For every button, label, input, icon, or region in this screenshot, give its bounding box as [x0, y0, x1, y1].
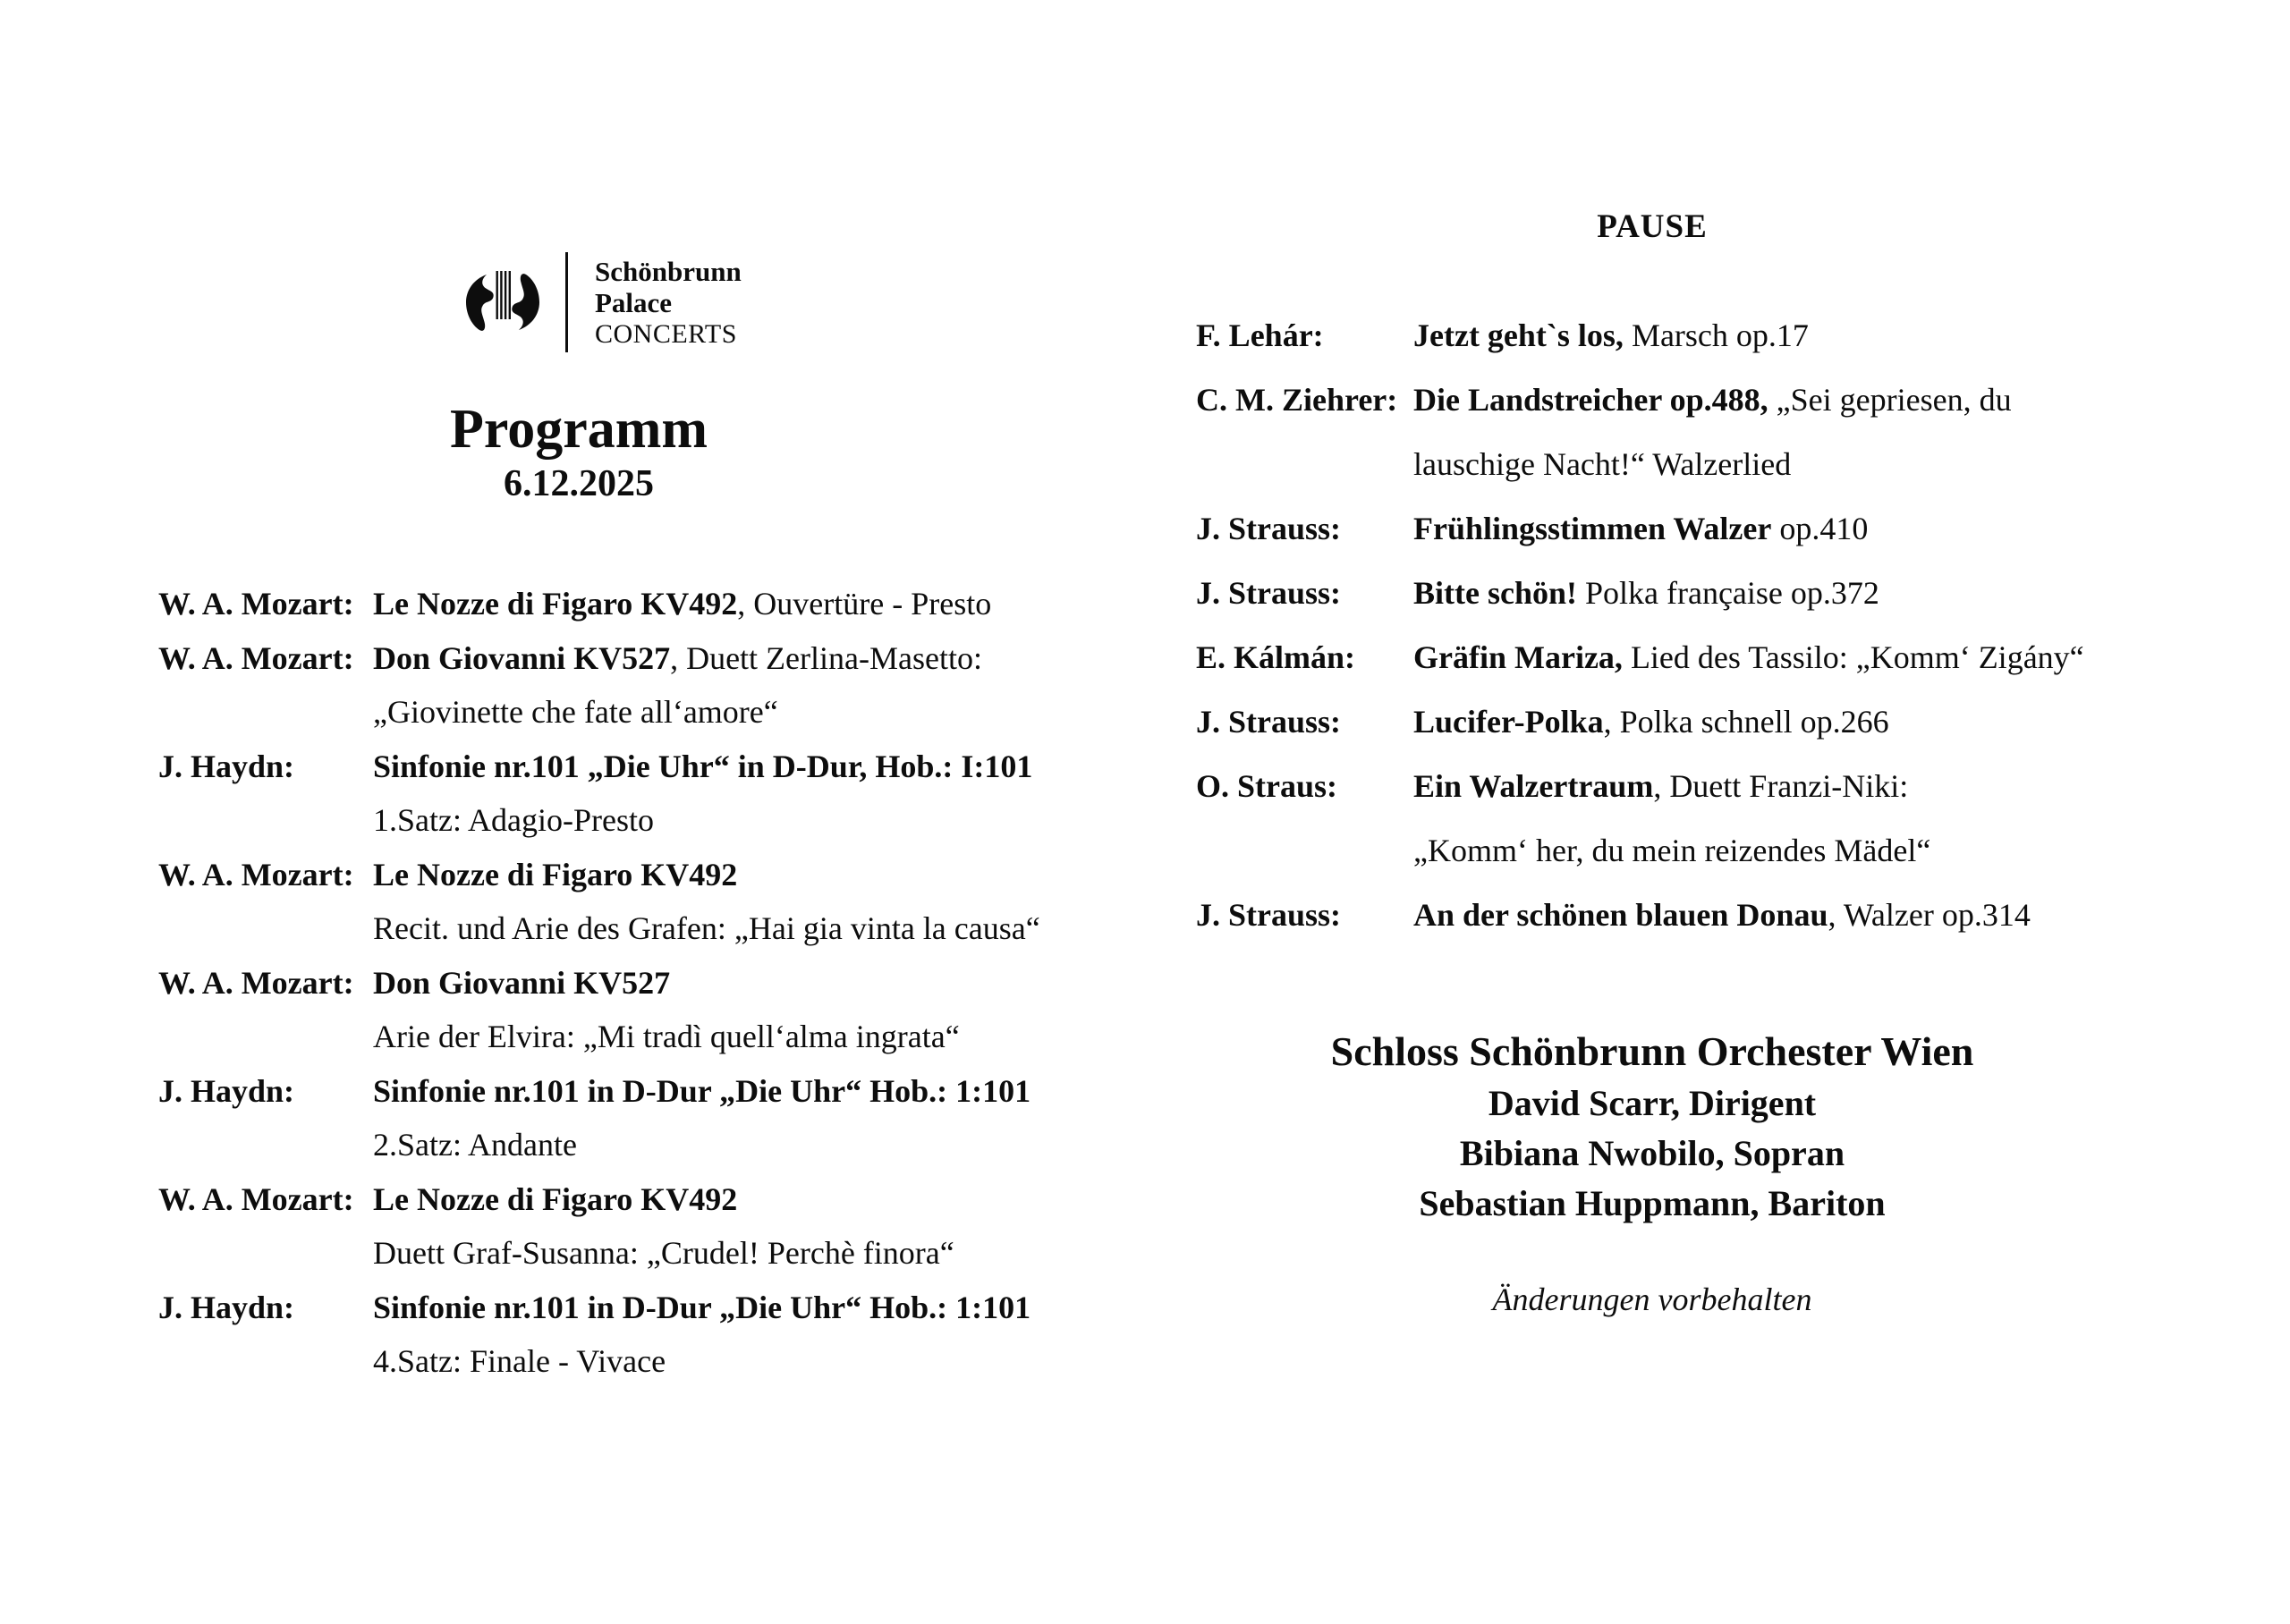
piece-title: Le Nozze di Figaro KV492 — [373, 1180, 738, 1217]
piece-title: Jetzt geht`s los, — [1413, 317, 1624, 353]
piece-entry — [1413, 561, 1879, 625]
piece-title: Le Nozze di Figaro KV492 — [373, 856, 738, 892]
piece-title: Bitte schön! — [1413, 575, 1577, 611]
brand-logo — [463, 252, 742, 352]
piece-entry — [373, 1064, 1030, 1119]
piece-entry — [1413, 754, 1908, 818]
piece-title: Die Landstreicher op.488, — [1413, 382, 1768, 418]
changes-disclaimer: Änderungen vorbehalten — [1492, 1281, 1812, 1317]
piece-detail: „Giovinette che fate all‘amore“ — [373, 694, 778, 730]
program-row — [158, 685, 1040, 740]
logo-divider — [565, 252, 568, 352]
program-row — [158, 1281, 1040, 1335]
composer-label — [1196, 432, 1413, 496]
piece-entry — [373, 793, 654, 848]
composer-label — [158, 1334, 373, 1389]
piece-entry — [373, 1172, 737, 1227]
soprano-credit: Bibiana Nwobilo, Sopran — [1459, 1133, 1845, 1173]
program-row — [158, 793, 1040, 848]
composer-label: W. A. Mozart: — [158, 964, 354, 1001]
brand-line-2: Palace — [595, 286, 673, 318]
composer-label — [1196, 818, 1413, 883]
brand-wordmark — [595, 256, 742, 350]
conductor-credit: David Scarr, Dirigent — [1488, 1083, 1817, 1123]
program-row — [158, 956, 1040, 1011]
composer-label: W. A. Mozart: — [158, 856, 354, 892]
piece-entry — [373, 956, 670, 1011]
piece-title: Don Giovanni KV527 — [373, 639, 671, 676]
piece-detail: , Walzer op.314 — [1828, 897, 2031, 933]
program-row — [1196, 432, 2084, 496]
piece-detail: „Komm‘ her, du mein reizendes Mädel“ — [1413, 833, 1931, 868]
composer-label: J. Haydn: — [158, 748, 295, 784]
program-row — [158, 1118, 1040, 1172]
piece-entry — [1413, 818, 1930, 883]
piece-title: Le Nozze di Figaro KV492 — [373, 586, 738, 622]
piece-detail: op.410 — [1771, 511, 1869, 546]
program-row — [1196, 754, 2084, 818]
program-row — [158, 901, 1040, 956]
piece-detail: Lied des Tassilo: „Komm‘ Zigány“ — [1622, 639, 2084, 675]
piece-title: An der schönen blauen Donau — [1413, 897, 1828, 933]
program-row — [1196, 818, 2084, 883]
piece-entry — [1413, 368, 2012, 432]
program-row — [158, 1010, 1040, 1064]
piece-title: Ein Walzertraum — [1413, 768, 1654, 804]
credits-block — [1205, 1025, 2099, 1229]
program-row — [158, 1226, 1040, 1281]
composer-label: F. Lehár: — [1196, 317, 1324, 353]
piece-title: Gräfin Mariza, — [1413, 639, 1623, 675]
composer-label: W. A. Mozart: — [158, 1180, 354, 1217]
composer-label: C. M. Ziehrer: — [1196, 382, 1398, 418]
composer-label — [158, 793, 373, 848]
program-row — [158, 740, 1040, 794]
concert-date: 6.12.2025 — [504, 463, 654, 504]
composer-label — [158, 685, 373, 740]
piece-detail: , Ouvertüre - Presto — [737, 586, 992, 622]
piece-title: Sinfonie nr.101 in D-Dur „Die Uhr“ Hob.: 1:101 — [373, 1289, 1031, 1325]
composer-label — [158, 901, 373, 956]
program-row — [1196, 883, 2084, 947]
composer-label: J. Haydn: — [158, 1289, 295, 1325]
piece-detail: Arie der Elvira: „Mi tradì quell‘alma ingrata“ — [373, 1019, 960, 1054]
brand-line-1: Schönbrunn — [595, 255, 742, 287]
piece-detail: Marsch op.17 — [1623, 317, 1809, 353]
composer-label: W. A. Mozart: — [158, 639, 354, 676]
program-list-first-half — [158, 577, 1040, 1389]
piece-title: Sinfonie nr.101 „Die Uhr“ in D-Dur, Hob.: I:101 — [373, 748, 1033, 784]
piece-entry — [373, 577, 991, 631]
violin-strings-logo-icon — [463, 270, 542, 334]
program-row — [1196, 561, 2084, 625]
composer-label: W. A. Mozart: — [158, 586, 354, 622]
piece-detail: 4.Satz: Finale - Vivace — [373, 1343, 666, 1379]
piece-entry — [373, 1281, 1030, 1335]
piece-title: Frühlingsstimmen Walzer — [1413, 511, 1772, 546]
piece-entry — [373, 901, 1040, 956]
piece-entry — [373, 1226, 954, 1281]
page-title: Programm — [449, 399, 708, 460]
piece-entry — [373, 685, 778, 740]
piece-entry — [1413, 625, 2084, 689]
program-list-second-half — [1196, 303, 2084, 947]
composer-label: J. Haydn: — [158, 1072, 295, 1109]
program-row — [1196, 496, 2084, 561]
baritone-credit: Sebastian Huppmann, Bariton — [1419, 1183, 1886, 1223]
composer-label: J. Strauss: — [1196, 897, 1342, 933]
program-row — [158, 631, 1040, 686]
program-row — [158, 848, 1040, 902]
orchestra-name: Schloss Schönbrunn Orchester Wien — [1330, 1028, 1974, 1074]
piece-entry — [1413, 689, 1889, 754]
piece-entry — [373, 1118, 577, 1172]
piece-title: Sinfonie nr.101 in D-Dur „Die Uhr“ Hob.: 1:101 — [373, 1072, 1031, 1109]
program-row — [1196, 689, 2084, 754]
program-row — [1196, 625, 2084, 689]
piece-detail: , Duett Franzi-Niki: — [1653, 768, 1909, 804]
piece-detail: Polka française op.372 — [1577, 575, 1879, 611]
piece-entry — [1413, 303, 1809, 368]
pause-heading: PAUSE — [1597, 208, 1708, 245]
piece-entry — [373, 848, 737, 902]
program-row — [158, 577, 1040, 631]
brand-line-3: CONCERTS — [595, 318, 737, 349]
composer-label — [158, 1226, 373, 1281]
piece-entry — [373, 740, 1032, 794]
composer-label: J. Strauss: — [1196, 511, 1342, 546]
piece-detail: Duett Graf-Susanna: „Crudel! Perchè finora“ — [373, 1235, 954, 1271]
composer-label: J. Strauss: — [1196, 704, 1342, 740]
piece-entry — [373, 1010, 960, 1064]
piece-detail: „Sei gepriesen, du — [1768, 382, 2012, 418]
piece-entry — [1413, 883, 2031, 947]
piece-detail: , Duett Zerlina-Masetto: — [670, 639, 982, 676]
piece-entry — [1413, 496, 1868, 561]
piece-entry — [1413, 432, 1791, 496]
piece-detail: 2.Satz: Andante — [373, 1127, 577, 1163]
piece-title: Don Giovanni KV527 — [373, 964, 671, 1001]
composer-label — [158, 1010, 373, 1064]
composer-label: E. Kálmán: — [1196, 639, 1356, 675]
composer-label: J. Strauss: — [1196, 575, 1342, 611]
program-row — [1196, 303, 2084, 368]
composer-label: O. Straus: — [1196, 768, 1338, 804]
piece-entry — [373, 631, 982, 686]
piece-entry — [373, 1334, 666, 1389]
piece-title: Lucifer-Polka — [1413, 704, 1604, 740]
piece-detail: , Polka schnell op.266 — [1603, 704, 1889, 740]
program-row — [158, 1172, 1040, 1227]
program-row — [158, 1334, 1040, 1389]
piece-detail: Recit. und Arie des Grafen: „Hai gia vinta la causa“ — [373, 910, 1040, 946]
program-row — [1196, 368, 2084, 432]
composer-label — [158, 1118, 373, 1172]
piece-detail: 1.Satz: Adagio-Presto — [373, 802, 654, 838]
program-row — [158, 1064, 1040, 1119]
piece-detail: lauschige Nacht!“ Walzerlied — [1413, 446, 1792, 482]
